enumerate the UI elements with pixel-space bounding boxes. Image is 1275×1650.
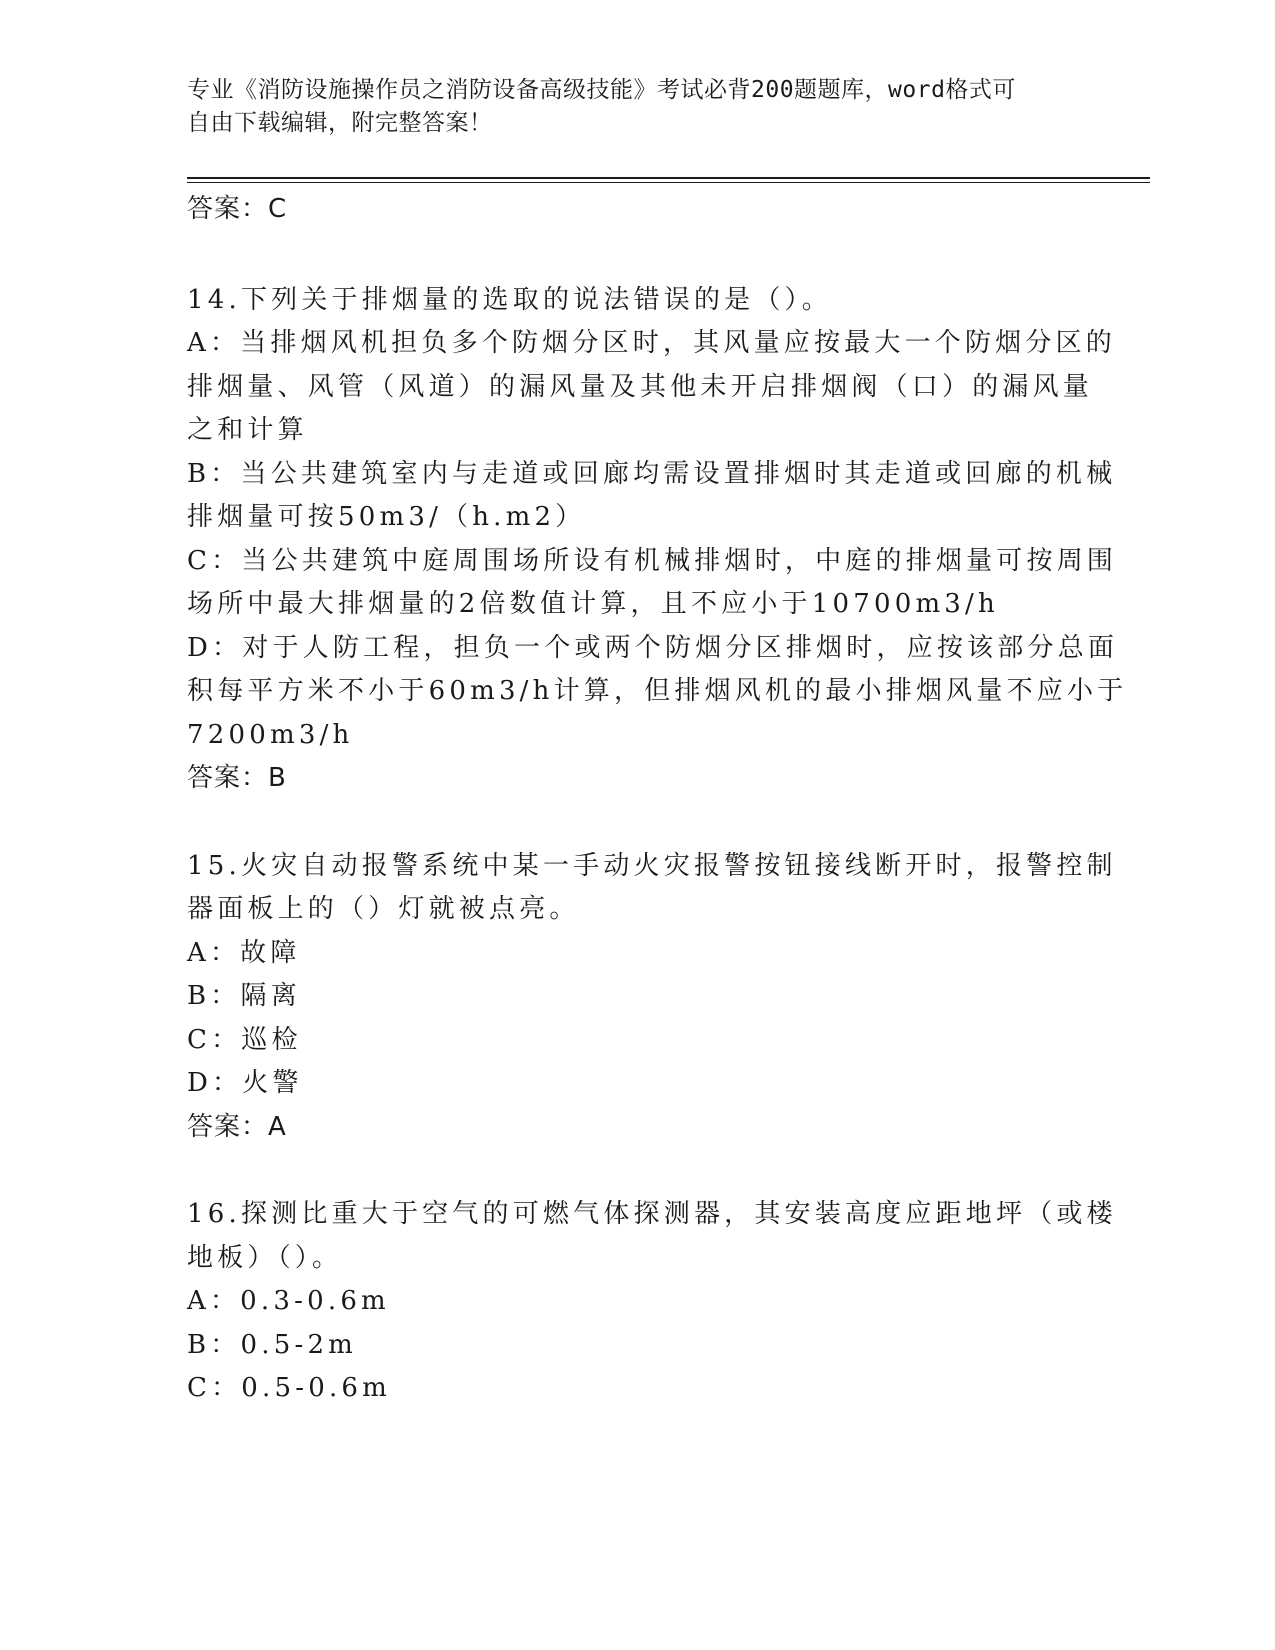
header-line-2: 自由下载编辑，附完整答案！ (187, 110, 493, 136)
q15-option-d: D：火警 (187, 1068, 303, 1098)
header-divider-thick (187, 177, 1150, 179)
header-line-1: 专业《消防设施操作员之消防设备高级技能》考试必背200题题库，word格式可 (187, 77, 1016, 103)
q14-option-d-line-1: D：对于人防工程，担负一个或两个防烟分区排烟时，应按该部分总面 (187, 633, 1119, 663)
q16-option-b: B：0.5-2m (187, 1330, 358, 1360)
answer-q15: 答案：A (187, 1112, 287, 1142)
q14-stem: 14.下列关于排烟量的选取的说法错误的是（）。 (187, 285, 832, 315)
q14-option-a-line-3: 之和计算 (187, 415, 308, 445)
q16-option-c: C：0.5-0.6m (187, 1373, 392, 1403)
answer-q13: 答案：C (187, 194, 288, 224)
q14-option-c-line-1: C：当公共建筑中庭周围场所设有机械排烟时，中庭的排烟量可按周围 (187, 546, 1118, 576)
q14-option-d-line-2: 积每平方米不小于60m3/h计算，但排烟风机的最小排烟风量不应小于 (187, 676, 1128, 706)
q14-option-b-line-2: 排烟量可按50m3/（h.m2） (187, 502, 586, 532)
q15-stem-line-2: 器面板上的（）灯就被点亮。 (187, 894, 580, 924)
q14-option-a-line-2: 排烟量、风管（风道）的漏风量及其他未开启排烟阀（口）的漏风量 (187, 372, 1094, 402)
q16-stem-line-2: 地板）（）。 (187, 1243, 343, 1273)
q16-stem-line-1: 16.探测比重大于空气的可燃气体探测器，其安装高度应距地坪（或楼 (187, 1199, 1117, 1229)
q14-option-b-line-1: B：当公共建筑室内与走道或回廊均需设置排烟时其走道或回廊的机械 (187, 459, 1117, 489)
header-divider-thin (187, 182, 1150, 183)
q15-stem-line-1: 15.火灾自动报警系统中某一手动火灾报警按钮接线断开时，报警控制 (187, 851, 1117, 881)
q15-option-c: C：巡检 (187, 1025, 302, 1055)
q15-option-a: A：故障 (187, 938, 301, 968)
q15-option-b: B：隔离 (187, 981, 301, 1011)
q14-option-d-line-3: 7200m3/h (187, 720, 354, 750)
q16-option-a: A：0.3-0.6m (187, 1286, 390, 1316)
q14-option-c-line-2: 场所中最大排烟量的2倍数值计算，且不应小于10700m3/h (187, 589, 999, 619)
document-header (187, 74, 1087, 140)
answer-q14: 答案：B (187, 763, 287, 793)
q14-option-a-line-1: A：当排烟风机担负多个防烟分区时，其风量应按最大一个防烟分区的 (187, 328, 1116, 358)
